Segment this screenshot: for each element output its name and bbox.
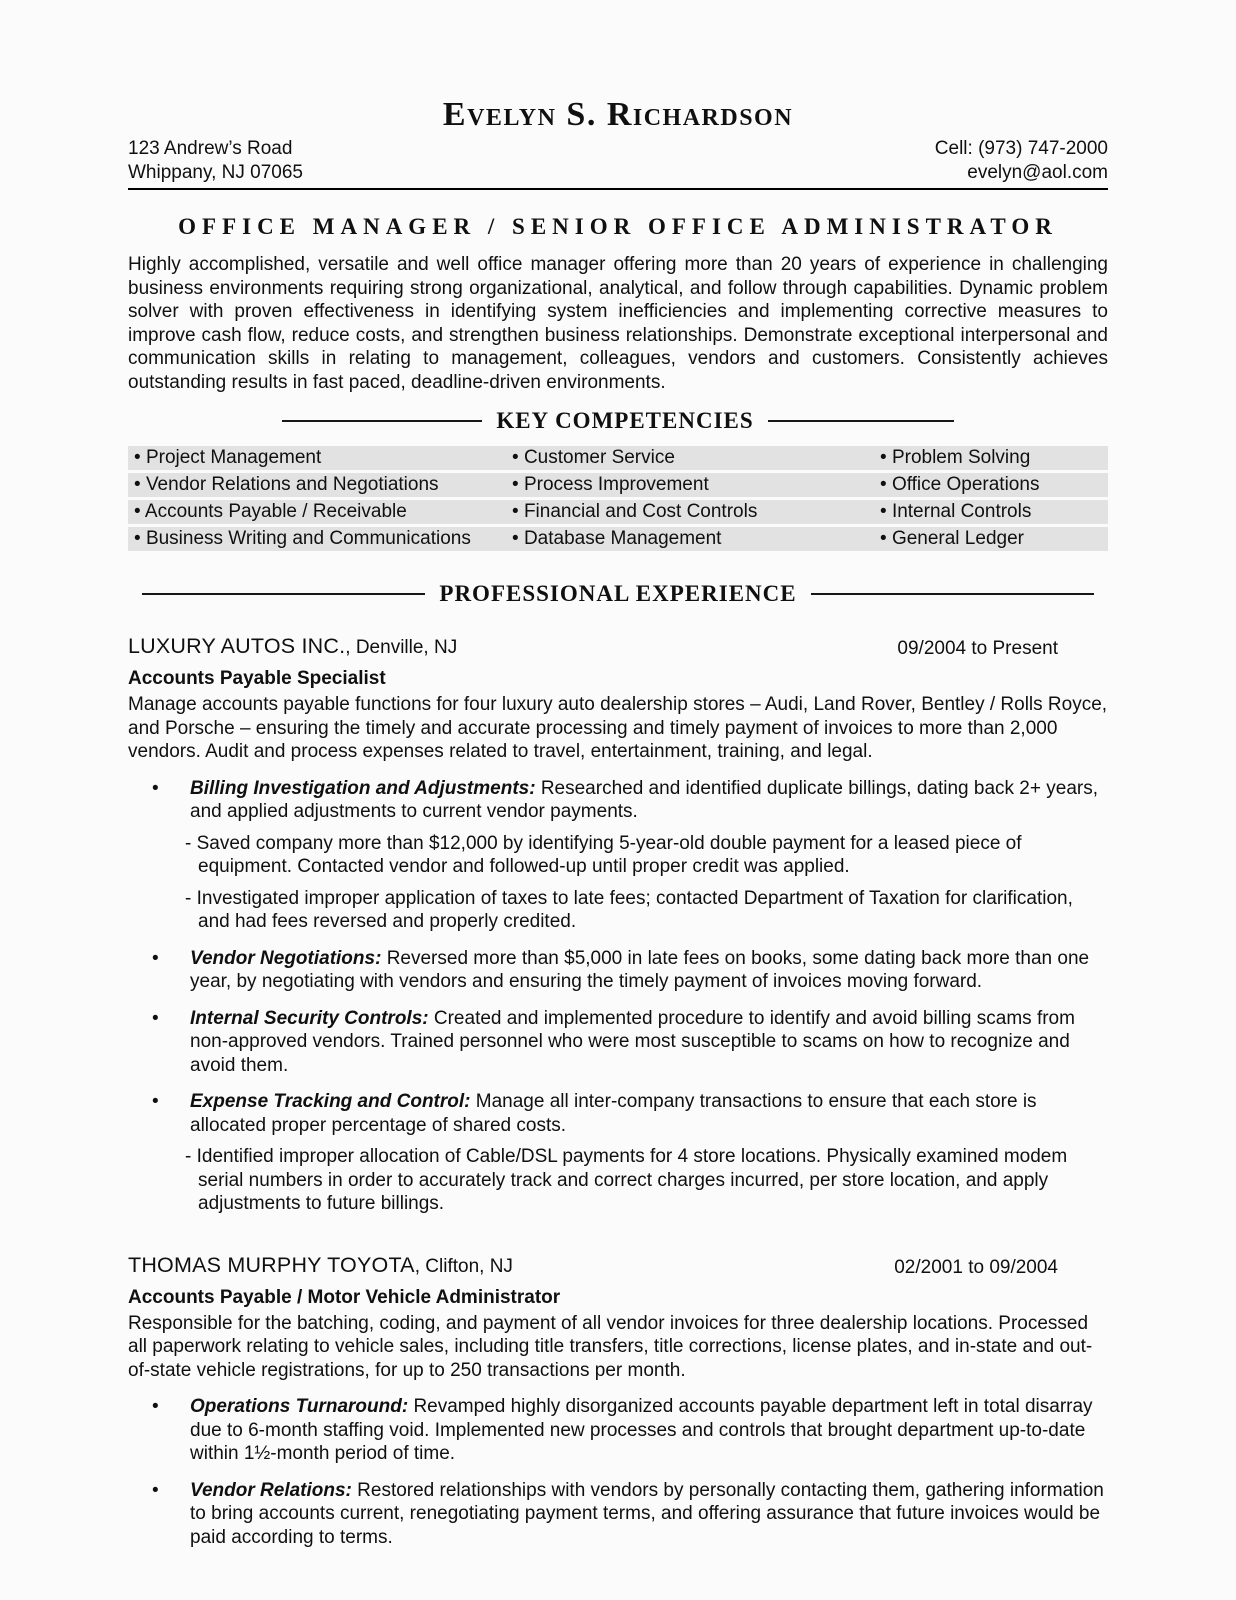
experience-bullet: • Billing Investigation and Adjustments: Researched and identified duplicate billings, dating back 2+ years, and applied adjustments to current vendor payments.: [128, 777, 1108, 824]
competency-item: • Vendor Relations and Negotiations: [134, 474, 512, 495]
competency-item: • Database Management: [512, 528, 880, 549]
bullet-lead-in: Operations Turnaround:: [190, 1396, 409, 1417]
job-section: [128, 633, 1108, 1216]
summary-paragraph: Highly accomplished, versatile and well office manager offering more than 20 years of experience in challenging business environments requiring strong organizational, analytical, and follow through capabilities. Dynamic problem solver with proven effectiveness in identifying system inefficiencies and implementing corrective measures to improve cash flow, reduce costs, and strengthen business relationships. Demonstrate exceptional interpersonal and communication skills in relating to management, colleagues, vendors and customers. Consistently achieves outstanding results in fast paced, deadline-driven environments.: [128, 254, 1108, 393]
job-description: Responsible for the batching, coding, and payment of all vendor invoices for three dealership locations. Processed all paperwork relating to vehicle sales, including title transfers, title corrections, license plates, and in-state and out-of-state vehicle registrations, for up to 250 transactions per month.: [128, 1312, 1093, 1381]
professional-experience-heading-text: PROFESSIONAL EXPERIENCE: [439, 581, 797, 606]
company-name: LUXURY AUTOS INC.: [128, 634, 346, 658]
experience-bullet: • Vendor Negotiations: Reversed more than $5,000 in late fees on books, some dating back more than one year, by negotiating with vendors and ensuring the timely payment of invoices moving forward.: [128, 947, 1108, 994]
competency-row: [128, 473, 1108, 497]
person-name: Evelyn S. Richardson: [442, 96, 794, 133]
experience-bullet: • Internal Security Controls: Created and implemented procedure to identify and avoid billing scams from non-approved vendors. Trained personnel who were most susceptible to scams on how to recognize and avoid them.: [128, 1007, 1108, 1078]
key-competencies-heading: [128, 408, 1108, 434]
contact-address: [128, 137, 303, 185]
address-line-1: 123 Andrew’s Road: [128, 138, 293, 159]
bullet-lead-in: Internal Security Controls:: [190, 1007, 429, 1029]
experience-sub-bullet: - Identified improper allocation of Cable/DSL payments for 4 store locations. Physically examined modem serial numbers in order to accurately track and correct charges incurred, per store location, and apply adjustments to future billings.: [128, 1145, 1108, 1216]
address-line-2: Whippany, NJ 07065: [128, 162, 303, 183]
competency-item: • Accounts Payable / Receivable: [134, 501, 512, 522]
job-title: Accounts Payable / Motor Vehicle Administrator: [128, 1286, 561, 1308]
role-title: OFFICE MANAGER / SENIOR OFFICE ADMINISTRATOR: [178, 214, 1058, 239]
job-header: [128, 1252, 1108, 1280]
heading-rule-right: [811, 593, 1094, 595]
competency-item: • Financial and Cost Controls: [512, 501, 880, 522]
competency-row: [128, 527, 1108, 551]
bullet-lead-in: Expense Tracking and Control:: [190, 1091, 471, 1112]
competency-item: • Project Management: [134, 447, 512, 468]
experience-sub-bullet: - Saved company more than $12,000 by identifying 5-year-old double payment for a leased piece of equipment. Contacted vendor and followed-up until proper credit was applied.: [128, 832, 1108, 879]
jobs: [128, 633, 1108, 1549]
experience-sub-bullet: - Investigated improper application of taxes to late fees; contacted Department of Taxation for clarification, and had fees reversed and properly credited.: [128, 887, 1108, 934]
competency-item: • Office Operations: [880, 474, 1108, 495]
bullet-lead-in: Billing Investigation and Adjustments:: [190, 777, 536, 799]
job-title: Accounts Payable Specialist: [128, 668, 386, 689]
heading-rule-left: [142, 593, 425, 595]
bullet-lead-in: Vendor Relations:: [190, 1479, 352, 1501]
competency-item: • Customer Service: [512, 447, 880, 468]
competency-item: • Problem Solving: [880, 447, 1108, 468]
competencies-grid: [128, 446, 1108, 551]
cell-phone: Cell: (973) 747-2000: [934, 138, 1108, 159]
competency-item: • Internal Controls: [880, 501, 1108, 522]
heading-rule-left: [282, 420, 482, 422]
competency-row: [128, 446, 1108, 470]
professional-experience-heading: [128, 581, 1108, 607]
company-name: THOMAS MURPHY TOYOTA: [128, 1252, 415, 1277]
company-location: , Clifton, NJ: [414, 1255, 513, 1277]
key-competencies-heading-text: KEY COMPETENCIES: [496, 408, 754, 433]
employment-dates: 09/2004 to Present: [897, 638, 1058, 659]
job-section: [128, 1252, 1108, 1550]
bullet-lead-in: Vendor Negotiations:: [190, 947, 382, 969]
company-location: , Denville, NJ: [345, 637, 458, 658]
contact-phone-email: [935, 137, 1108, 185]
competency-item: • Process Improvement: [512, 474, 880, 495]
job-header: [128, 633, 1108, 661]
email-address: evelyn@aol.com: [967, 162, 1108, 183]
heading-rule-right: [768, 420, 954, 422]
experience-bullet: • Vendor Relations: Restored relationships with vendors by personally contacting them, gathering information to bring accounts current, renegotiating payment terms, and offering assurance that future invoices would be paid according to terms.: [128, 1479, 1108, 1550]
employment-dates: 02/2001 to 09/2004: [894, 1256, 1058, 1278]
contact-bar: [128, 137, 1108, 190]
competency-item: • General Ledger: [880, 528, 1108, 549]
experience-bullet: • Operations Turnaround: Revamped highly disorganized accounts payable department left in total disarray due to 6-month staffing void. Implemented new processes and controls that brought department up-to-date within 1½-month period of time.: [128, 1395, 1108, 1466]
job-description: Manage accounts payable functions for four luxury auto dealership stores – Audi, Land Rover, Bentley / Rolls Royce, and Porsche – ensuring the timely and accurate processing and timely payment of invoices to more than 2,000 vendors. Audit and process expenses related to travel, entertainment, training, and legal.: [128, 694, 1108, 762]
experience-bullet: • Expense Tracking and Control: Manage all inter-company transactions to ensure that each store is allocated proper percentage of shared costs.: [128, 1090, 1108, 1137]
competency-item: • Business Writing and Communications: [134, 528, 512, 549]
competency-row: [128, 500, 1108, 524]
